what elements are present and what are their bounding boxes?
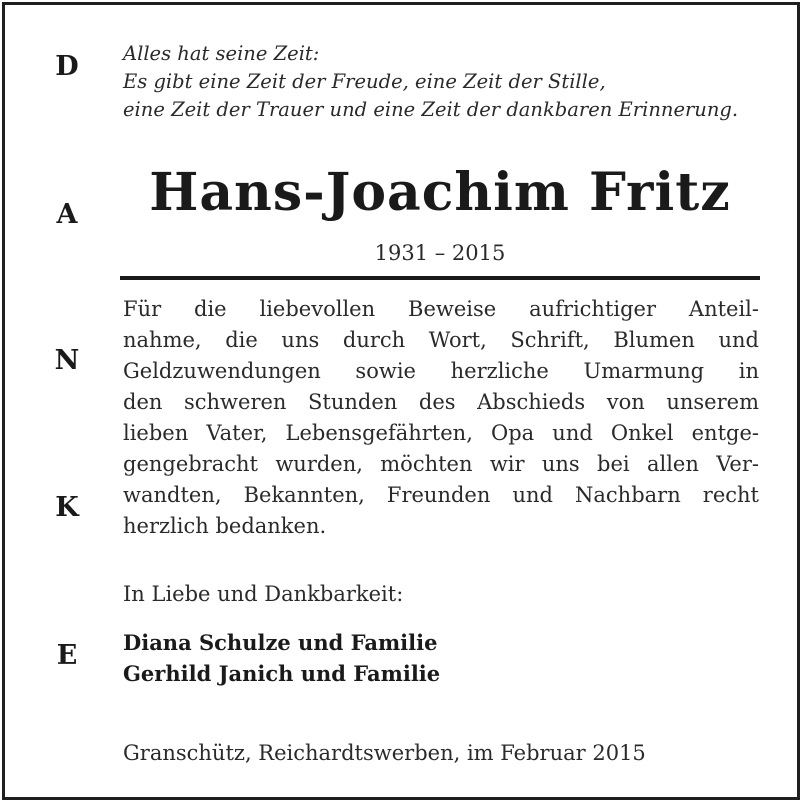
side-letter-a: A	[56, 199, 78, 230]
side-letter-d: D	[55, 51, 79, 82]
paragraph-line: wandten, Bekannten, Freunden und Nachbarn recht	[123, 483, 759, 507]
motto-line: eine Zeit der Trauer und eine Zeit der dankbaren Erinnerung.	[123, 98, 739, 121]
side-letter-k: K	[55, 492, 79, 523]
motto-line: Alles hat seine Zeit:	[123, 42, 320, 65]
place-date: Granschütz, Reichardtswerben, im Februar 2015	[123, 741, 646, 765]
paragraph-line: den schweren Stunden des Abschieds von unserem	[123, 390, 759, 414]
motto-line: Es gibt eine Zeit der Freude, eine Zeit der Stille,	[123, 70, 606, 93]
signers-block	[123, 627, 440, 689]
side-letter-n: N	[54, 345, 80, 376]
signer-name: Diana Schulze und Familie	[123, 630, 438, 655]
paragraph-line: herzlich bedanken.	[123, 514, 327, 538]
thanks-paragraph	[123, 294, 759, 542]
paragraph-line: lieben Vater, Lebensgefährten, Opa und Onkel entge-	[123, 421, 759, 445]
motto-block	[123, 40, 738, 124]
paragraph-line: gengebracht wurden, möchten wir uns bei allen Ver-	[123, 452, 759, 476]
signer-name: Gerhild Janich und Familie	[123, 661, 441, 686]
paragraph-line: Für die liebevollen Beweise aufrichtiger Anteil-	[123, 297, 759, 321]
divider-rule	[120, 276, 760, 280]
side-letter-e: E	[56, 640, 78, 671]
closing-line: In Liebe und Dankbarkeit:	[123, 582, 404, 606]
paragraph-line: Geldzuwendungen sowie herzliche Umarmung in	[123, 359, 759, 383]
deceased-name: Hans-Joachim Fritz	[149, 162, 731, 223]
paragraph-line: nahme, die uns durch Wort, Schrift, Blumen und	[123, 328, 759, 352]
life-dates: 1931 – 2015	[374, 241, 506, 265]
